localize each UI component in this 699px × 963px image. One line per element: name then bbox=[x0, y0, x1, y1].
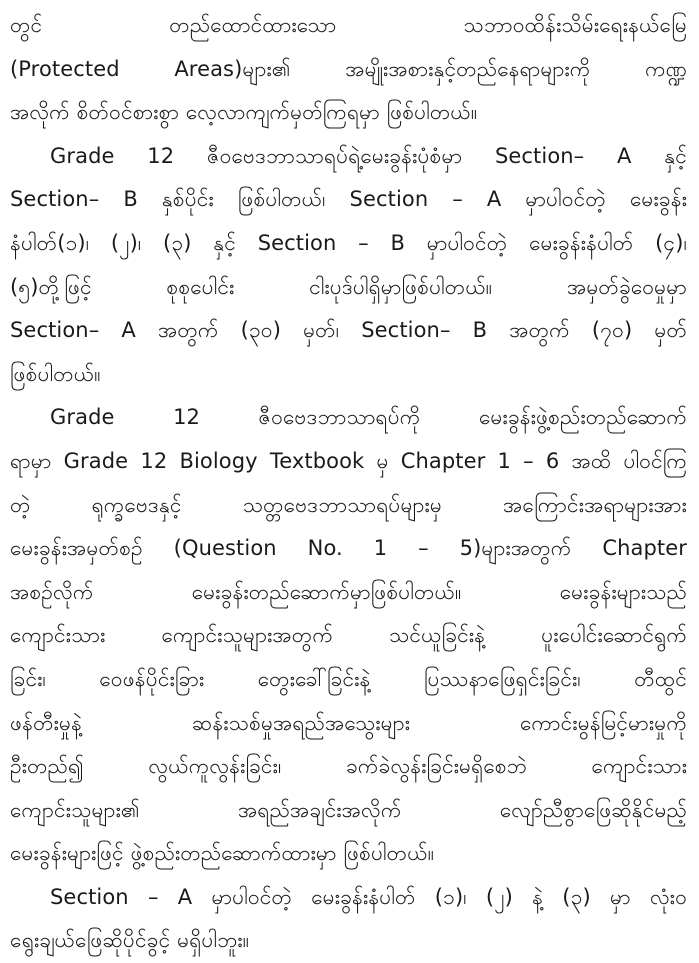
text-line: တွင် တည်ထောင်ထားသော သဘာဝထိန်းသိမ်းရေးနယ်မြေ bbox=[10, 13, 687, 37]
text-line: ကျောင်းသား ကျောင်းသူများအတွက် သင်ယူခြင်းနဲ့ ပူးပေါင်းဆောင်ရွက် bbox=[10, 623, 687, 648]
text-line: ဖန်တီးမှုနဲ့ ဆန်းသစ်မှုအရည်အသွေးများ ကောင်းမွန်မြင့်မားမှုကို bbox=[10, 710, 687, 735]
text-line: နံပါတ်(၁)၊ (၂)၊ (၃) နှင့် Section – B မှာပါဝင်တဲ့ မေးခွန်းနံပါတ် (၄)၊ bbox=[10, 230, 687, 255]
text-line: (Protected Areas)များ၏ အမျိုးအစားနှင့်တည်နေရာများကို ကဏ္ဍ bbox=[10, 56, 687, 81]
text-line: Section– B နှစ်ပိုင်း ဖြစ်ပါတယ်၊ Section – A မှာပါဝင်တဲ့ မေးခွန်း bbox=[10, 187, 687, 212]
paragraph-first-line: Section – A မှာပါဝင်တဲ့ မေးခွန်းနံပါတ် (၁)၊ (၂) နဲ့ (၃) မှာ လုံးဝ bbox=[50, 884, 687, 909]
text-line: (၅)တို့ဖြင့် စုစုပေါင်း ငါးပုဒ်ပါရှိမှာဖြစ်ပါတယ်။ အမှတ်ခွဲဝေမှုမှာ bbox=[10, 274, 687, 299]
text-line: ကျောင်းသူများ၏ အရည်အချင်းအလိုက် လျော်ညီစွာဖြေဆိုနိုင်မည့် bbox=[10, 797, 687, 822]
paragraph-first-line: Grade 12 ဇီဝဗေဒဘာသာရပ်ကို မေးခွန်းဖွဲ့စည်းတည်ဆောက် bbox=[50, 405, 687, 430]
text-line: ဖြစ်ပါတယ်။ bbox=[10, 361, 101, 386]
text-line: ဦးတည်၍ လွယ်ကူလွန်းခြင်း၊ ခက်ခဲလွန်းခြင်းမရှိစေဘဲ ကျောင်းသား bbox=[10, 754, 687, 779]
text-line: Section– A အတွက် (၃၀) မှတ်၊ Section– B အတွက် (၇၀) မှတ် bbox=[10, 318, 687, 343]
text-line: ရာမှာ Grade 12 Biology Textbook မှ Chapter 1 – 6 အထိ ပါဝင်ကြ bbox=[10, 448, 687, 473]
text-line: မေးခွန်းအမှတ်စဉ် (Question No. 1 – 5)များအတွက် Chapter bbox=[10, 536, 687, 561]
text-line: မေးခွန်းများဖြင့် ဖွဲ့စည်းတည်ဆောက်ထားမှာ ဖြစ်ပါတယ်။ bbox=[10, 841, 435, 866]
text-line: ခြင်း၊ ဝေဖန်ပိုင်းခြား တွေးခေါ်ခြင်းနဲ့ ပြဿနာဖြေရှင်းခြင်း၊ တီထွင် bbox=[10, 666, 687, 691]
text-line: တဲ့ ရုက္ခဗေဒနှင့် သတ္တဗေဒဘာသာရပ်များမှ အကြောင်းအရာများအား bbox=[10, 492, 687, 517]
text-line: အလိုက် စိတ်ဝင်စားစွာ လေ့လာကျက်မှတ်ကြရမှာ ဖြစ်ပါတယ်။ bbox=[10, 100, 478, 125]
text-line: ရွေးချယ်ဖြေဆိုပိုင်ခွင့် မရှိပါဘူး။ bbox=[10, 928, 250, 953]
paragraph-first-line: Grade 12 ဇီဝဗေဒဘာသာရပ်ရဲ့မေးခွန်းပုံစံမှာ Section– A နှင့် bbox=[50, 143, 687, 168]
text-line: အစဉ်လိုက် မေးခွန်းတည်ဆောက်မှာဖြစ်ပါတယ်။ မေးခွန်းများသည် bbox=[10, 579, 687, 604]
